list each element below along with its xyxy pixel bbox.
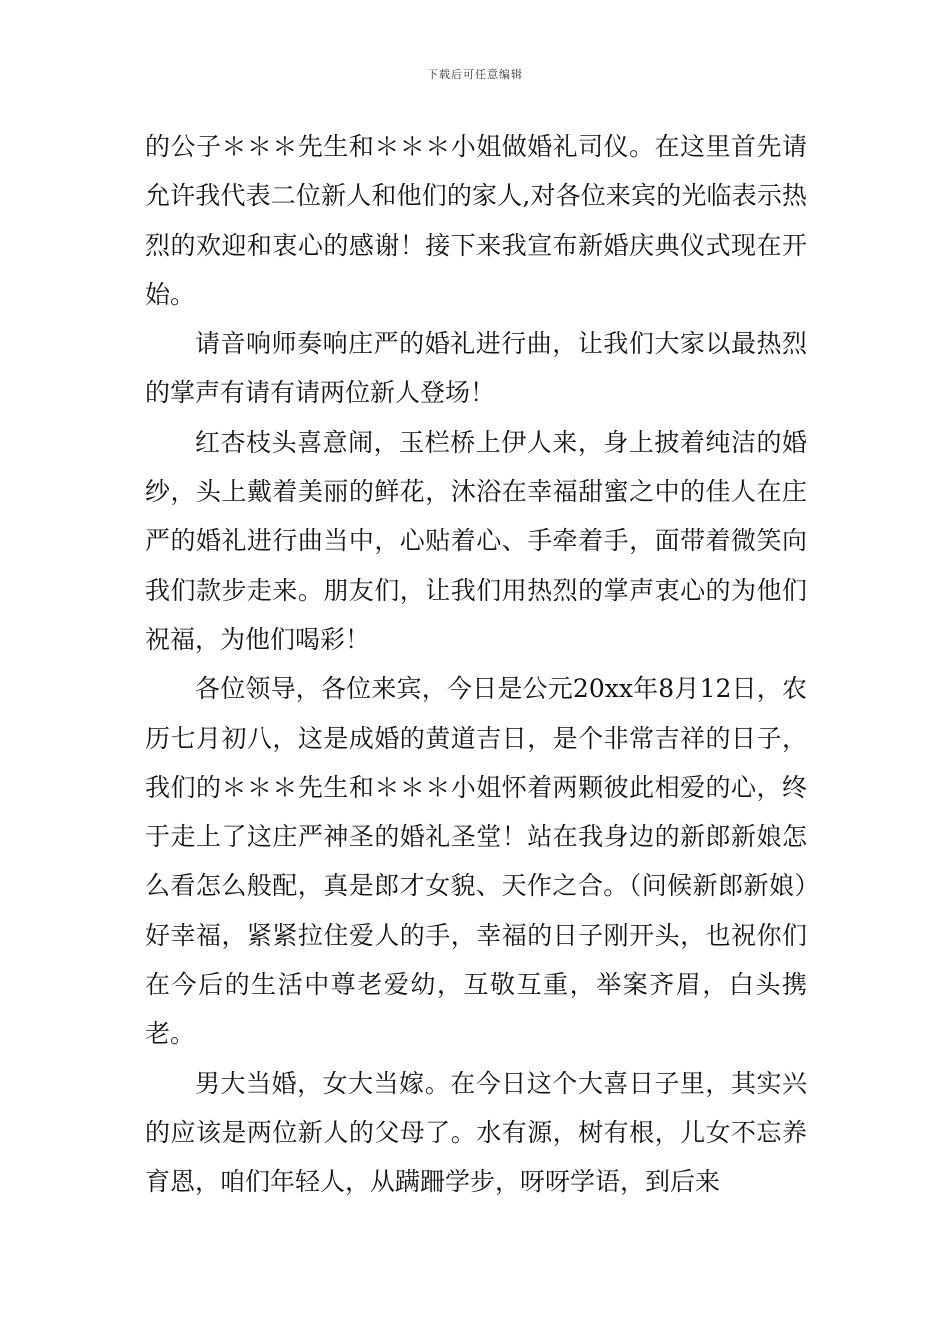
paragraph: 红杏枝头喜意闹，玉栏桥上伊人来，身上披着纯洁的婚纱，头上戴着美丽的鲜花，沐浴在幸福甜蜜之中的佳人在庄严的婚礼进行曲当中，心贴着心、手牵着手，面带着微笑向我们款步走来。朋友们，让我们用热烈的掌声衷心的为他们祝福，为他们喝彩！: [145, 427, 807, 654]
paragraph: 请音响师奏响庄严的婚礼进行曲，让我们大家以最热烈的掌声有请有请两位新人登场！: [145, 329, 807, 408]
page-header: 下载后可任意编辑: [427, 68, 523, 81]
document-body: [145, 122, 807, 1207]
paragraph: 的公子＊＊＊先生和＊＊＊小姐做婚礼司仪。在这里首先请允许我代表二位新人和他们的家人,对各位来宾的光临表示热烈的欢迎和衷心的感谢！接下来我宣布新婚庆典仪式现在开始。: [145, 132, 807, 309]
paragraph: 男大当婚，女大当嫁。在今日这个大喜日子里，其实兴的应该是两位新人的父母了。水有源，树有根，儿女不忘养育恩，咱们年轻人，从蹒跚学步，呀呀学语，到后来: [145, 1068, 807, 1197]
paragraph: 各位领导，各位来宾，今日是公元20xx年8月12日，农历七月初八，这是成婚的黄道吉日，是个非常吉祥的日子，我们的＊＊＊先生和＊＊＊小姐怀着两颗彼此相爱的心，终于走上了这庄严神圣的婚礼圣堂！站在我身边的新郎新娘怎么看怎么般配，真是郎才女貌、天作之合。（问候新郎新娘）好幸福，紧紧拉住爱人的手，幸福的日子刚开头，也祝你们在今后的生活中尊老爱幼，互敬互重，举案齐眉，白头携老。: [145, 674, 807, 1049]
